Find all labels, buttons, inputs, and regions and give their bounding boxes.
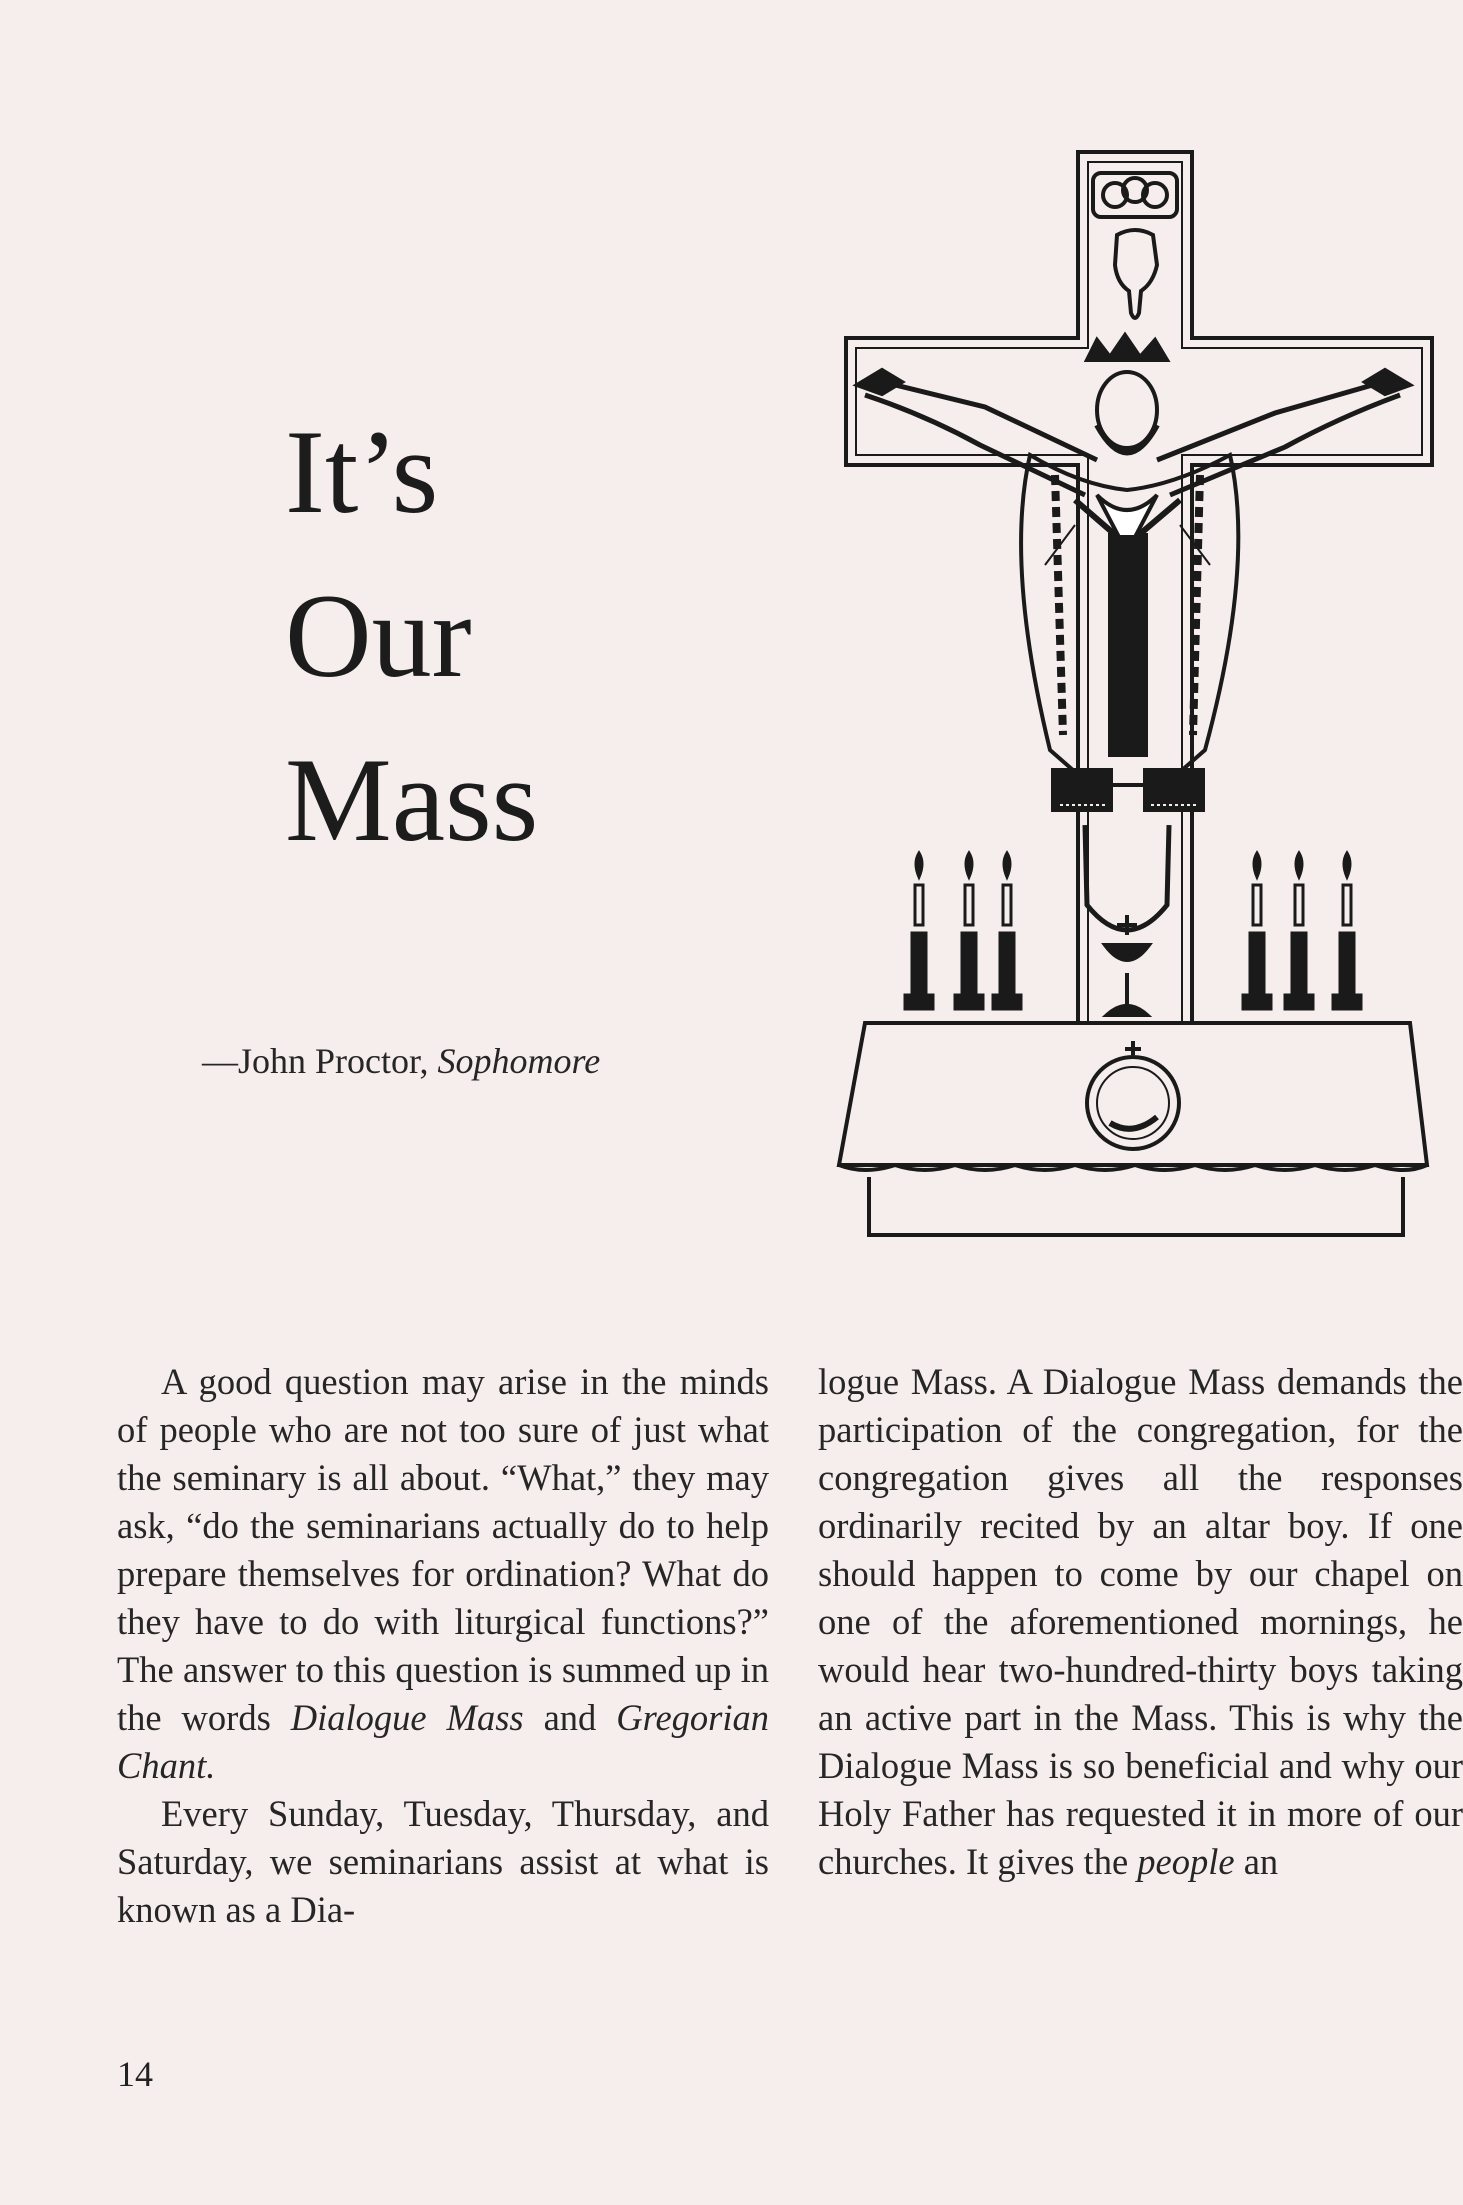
body-paragraph-1-emphasis-1: Dialogue Mass xyxy=(290,1697,524,1738)
page-number: 14 xyxy=(117,2054,153,2094)
body-paragraph-2: Every Sunday, Tuesday, Thursday, and Saturday, we seminarians assist at what is known as a Dia- xyxy=(117,1793,769,1930)
byline-author: —John Proctor, xyxy=(202,1041,438,1081)
byline-role: Sophomore xyxy=(437,1041,601,1081)
title-line-1: It’s xyxy=(285,405,439,538)
body-paragraph-3-text-2: an xyxy=(1234,1841,1279,1882)
top-crown-icon xyxy=(1093,173,1177,217)
chalice-icon xyxy=(1105,915,1149,1015)
byline xyxy=(202,1040,600,1082)
body-paragraph-1 xyxy=(117,1358,769,1790)
cross-altar-illustration xyxy=(835,145,1440,1250)
body-column-left xyxy=(117,1358,769,1934)
body-paragraph-3-emphasis: people xyxy=(1137,1841,1235,1882)
body-column-right xyxy=(818,1358,1463,1886)
body-paragraph-3 xyxy=(818,1358,1463,1886)
christ-figure xyxy=(857,335,1410,930)
article-title xyxy=(285,390,538,882)
title-line-2: Our xyxy=(285,569,472,702)
body-paragraph-3-text: logue Mass. A Dialogue Mass demands the participation of the congregation, for the congregation gives all the responses ordinarily recited by an altar boy. If one should happen to come by our chapel on one of the aforementioned mornings, he would hear two-hundred-thirty boys taking an active part in the Mass. This is why the Dialogue Mass is so beneficial and why our Holy Father has requested it in more of our churches. It gives the xyxy=(818,1361,1463,1882)
title-line-3: Mass xyxy=(285,733,539,866)
altar xyxy=(839,1023,1427,1235)
body-paragraph-1-text-2: and xyxy=(523,1697,617,1738)
body-paragraph-1-emphasis-2: Gregorian Chant. xyxy=(117,1697,770,1786)
body-paragraph-1-text: A good question may arise in the minds of people who are not too sure of just what the seminary is all about. “What,” they may ask, “do the seminarians actually do to help prepare themselves for ordination? What do they have to do with liturgical functions?” The answer to this question is summed up in the words xyxy=(117,1361,769,1738)
blessing-hand-icon xyxy=(1115,230,1157,318)
